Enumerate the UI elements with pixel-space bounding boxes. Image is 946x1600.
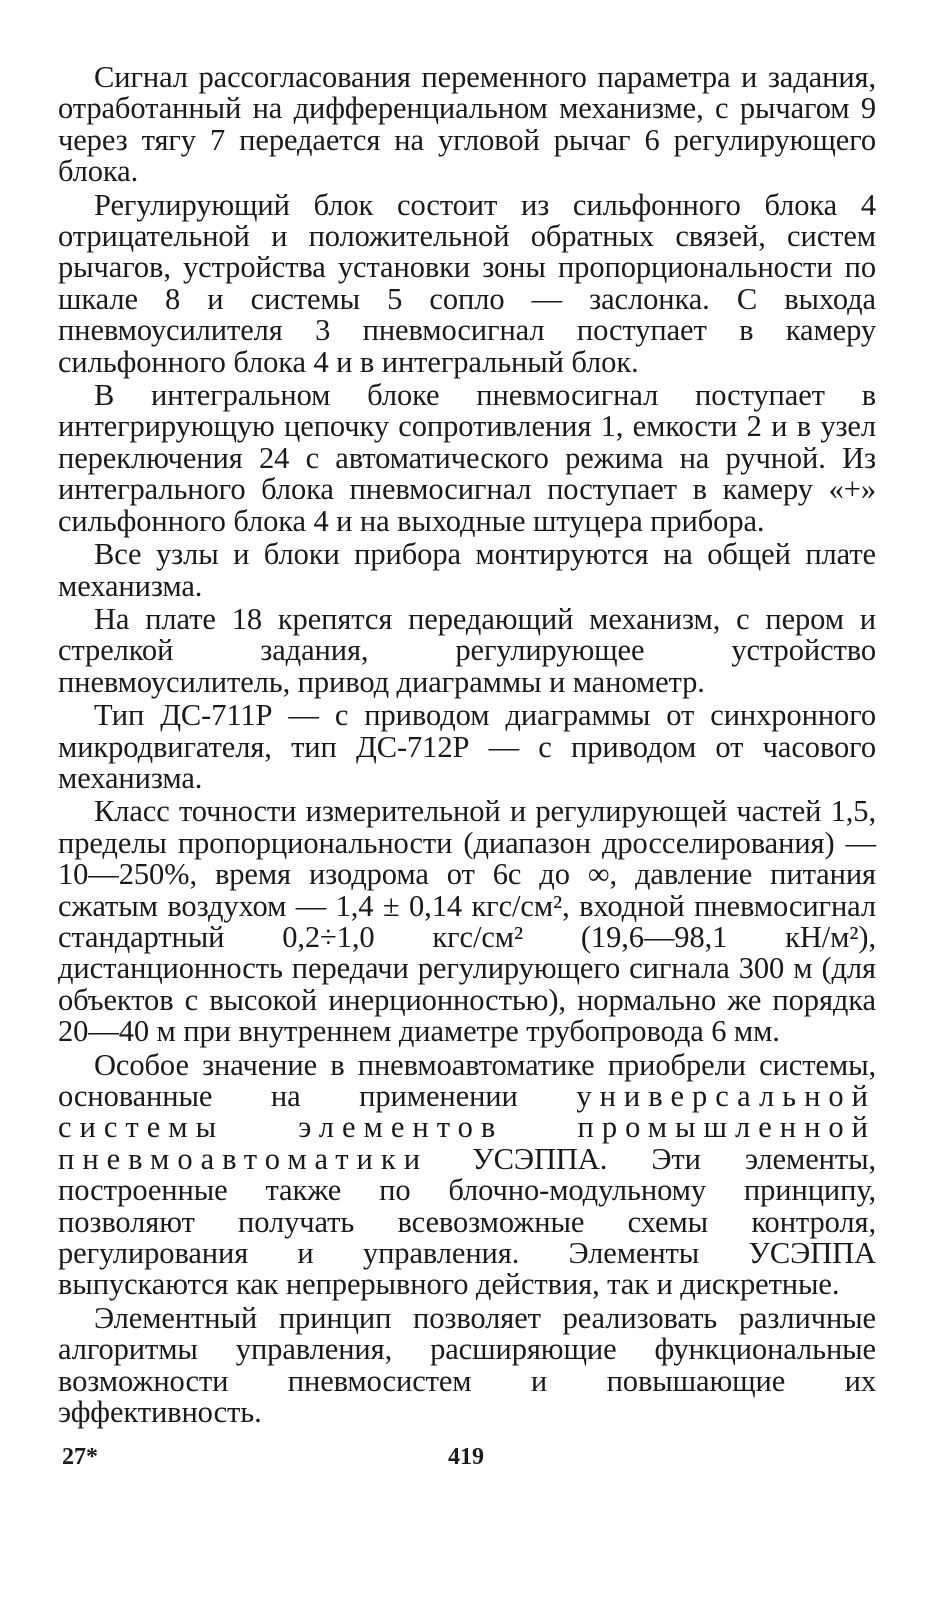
signature-mark: 27* — [62, 1444, 98, 1470]
page-number: 419 — [448, 1444, 484, 1470]
paragraph-8 — [58, 1047, 876, 1302]
emphasized-term: универсальной системы элементов промышленной пневмоавтоматики — [58, 1079, 876, 1176]
paragraph-1: Сигнал рассогласования переменного параметра и задания, отработанный на дифференциальном механизме, с рычагом 9 через тягу 7 передается на угловой рычаг 6 регулирующего блока. — [58, 60, 876, 189]
paragraph-6: Тип ДС-711Р — с приводом диаграммы от синхронного микродвигателя, тип ДС-712Р — с приводом от часового механизма. — [58, 698, 876, 795]
paragraph-8-lead: Особое значение в пневмоавтоматике приобрели системы, основанные на применении — [58, 1047, 876, 1113]
paragraph-3: В интегральном блоке пневмосигнал поступает в интегрирующую цепочку сопротивления 1, емкости 2 и в узел переключения 24 с автоматического режима на ручной. Из интегрального блока пневмосигнал поступает в камеру «+» сильфонного блока 4 и на выходные штуцера прибора. — [58, 378, 876, 538]
paragraph-4: Все узлы и блоки прибора монтируются на общей плате механизма. — [58, 537, 876, 603]
page-footer — [58, 1444, 876, 1478]
paragraph-8-rest: УСЭППА. Эти элементы, построенные также по блочно-модульному принципу, позволяют получать всевозможные схемы контроля, регулирования и управления. Элементы УСЭППА выпускаются как непрерывного действия, так и дискретные. — [58, 1141, 876, 1302]
paragraph-9: Элементный принцип позволяет реализовать различные алгоритмы управления, расширяющие функциональные возможности пневмосистем и повышающие их эффективность. — [58, 1300, 876, 1430]
page-body — [58, 62, 876, 1430]
paragraph-5: На плате 18 крепятся передающий механизм, с пером и стрелкой задания, регулирующее устройство пневмоусилитель, привод диаграммы и манометр. — [58, 601, 876, 699]
paragraph-7: Класс точности измерительной и регулирующей частей 1,5, пределы пропорциональности (диапазон дросселирования) — 10—250%, время изодрома от 6с до ∞, давление питания сжатым воздухом — 1,4 ± 0,14 кгс/см², входной пневмосигнал стандартный 0,2÷1,0 кгс/см² (19,6—98,1 кН/м²), дистанционность передачи регулирующего сигнала 300 м (для объектов с высокой инерционностью), нормально же порядка 20—40 м при внутреннем диаметре трубопровода 6 мм. — [58, 794, 876, 1049]
paragraph-2: Регулирующий блок состоит из сильфонного блока 4 отрицательной и положительной обратных связей, систем рычагов, устройства установки зоны пропорциональности по шкале 8 и системы 5 сопло — заслонка. С выхода пневмоусилителя 3 пневмосигнал поступает в камеру сильфонного блока 4 и в интегральный блок. — [58, 187, 876, 379]
